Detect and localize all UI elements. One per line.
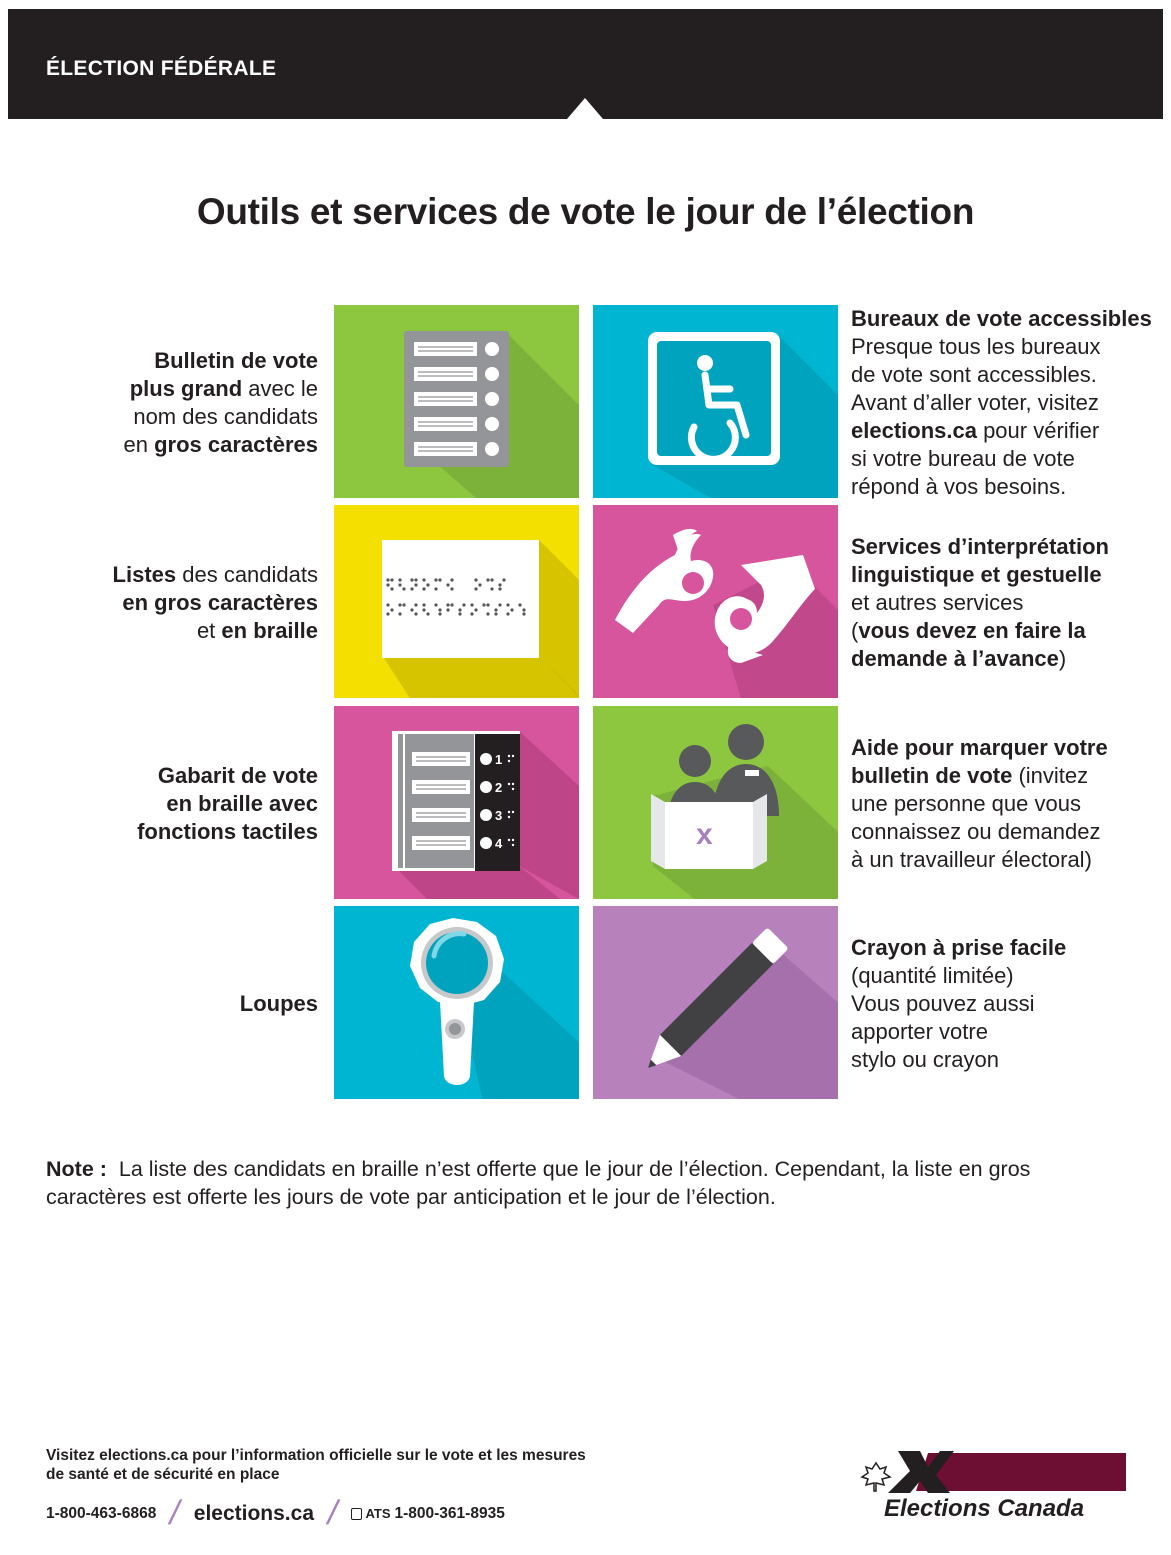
marking-assistance-line3: une personne que vous <box>851 791 1081 816</box>
voting-screen-people-icon <box>593 706 838 899</box>
pencil-icon <box>593 906 838 1099</box>
banner-label: ÉLECTION FÉDÉRALE <box>46 57 277 80</box>
interpretation-paren-close: ) <box>1058 646 1067 671</box>
pencil-text <box>851 934 1161 1074</box>
large-ballot-text <box>18 347 318 459</box>
large-ballot-tile <box>334 305 579 498</box>
pencil-line4: apporter votre <box>851 1019 988 1044</box>
elections-link-inline: elections.ca <box>851 418 977 443</box>
interpretation-title2: linguistique et gestuelle <box>851 562 1102 587</box>
braille-list-emph: en gros caractères <box>122 590 318 615</box>
braille-number-1: 1 <box>495 752 503 767</box>
braille-list-title: Listes <box>112 562 177 587</box>
marking-assistance-title2: bulletin de vote <box>851 763 1013 788</box>
large-ballot-emph: plus grand <box>129 376 243 401</box>
wheelchair-icon <box>593 305 838 498</box>
magnifier-title: Loupes <box>239 991 318 1016</box>
tty-number[interactable]: 1-800-361-8935 <box>394 1504 505 1522</box>
large-ballot-title: Bulletin de vote <box>154 348 318 373</box>
braille-template-line3: fonctions tactiles <box>137 819 318 844</box>
accessible-polling-text <box>851 305 1161 501</box>
banner-notch <box>567 98 603 119</box>
braille-list-tile <box>334 505 579 698</box>
pencil-line3: Vous pouvez aussi <box>851 991 1035 1016</box>
accessible-polling-title: Bureaux de vote accessibles <box>851 306 1152 331</box>
marking-assistance-text <box>851 734 1161 874</box>
sign-language-hands-icon <box>593 505 838 698</box>
interpretation-paren-open: ( <box>851 618 859 643</box>
elections-canada-logo <box>858 1443 1128 1523</box>
interpretation-emph1: vous devez en faire la <box>858 618 1086 643</box>
magnifier-tile <box>334 906 579 1099</box>
braille-list-line3: et <box>196 618 222 643</box>
note-label: Note : <box>46 1157 107 1181</box>
braille-number-3: 3 <box>495 808 503 823</box>
braille-card-icon <box>334 505 579 698</box>
braille-list-line1: des candidats <box>176 562 318 587</box>
ballot-icon <box>334 305 579 498</box>
tactile-template-icon <box>334 706 579 899</box>
interpretation-services-tile <box>593 505 838 698</box>
note-paragraph <box>46 1155 1136 1211</box>
accessible-polling-line4: pour vérifier <box>976 418 1100 443</box>
marking-assistance-line2: (invitez <box>1012 763 1089 788</box>
braille-number-2: 2 <box>495 780 503 795</box>
braille-template-tile <box>334 706 579 899</box>
footer-line2: de santé et de sécurité en place <box>46 1466 280 1483</box>
accessible-polling-line3: Avant d’aller voter, visitez <box>851 390 1099 415</box>
large-ballot-line2: avec le <box>242 376 318 401</box>
accessible-polling-tile <box>593 305 838 498</box>
braille-template-line2: en braille avec <box>166 791 318 816</box>
accessible-polling-line2: de vote sont accessibles. <box>851 362 1097 387</box>
note-text: La liste des candidats en braille n’est offerte que le jour de l’élection. Cependant, la liste en gros caractères est offerte les jours de vote par anticipation et le jour de l’élection. <box>46 1157 1031 1209</box>
interpretation-title1: Services d’interprétation <box>851 534 1109 559</box>
separator: / <box>166 1494 184 1532</box>
x-mark: x <box>696 818 713 851</box>
footer-info <box>46 1446 666 1484</box>
large-ballot-line4: en <box>123 432 155 457</box>
top-banner <box>8 9 1163 119</box>
braille-number-4: 4 <box>495 836 503 851</box>
logo-mark <box>858 1443 1128 1523</box>
marking-assistance-title1: Aide pour marquer votre <box>851 735 1108 760</box>
footer-contacts <box>46 1494 505 1533</box>
interpretation-text <box>851 533 1161 673</box>
magnifier-icon <box>334 906 579 1099</box>
tty-icon <box>351 1508 362 1520</box>
large-ballot-emph2: gros caractères <box>154 432 318 457</box>
interpretation-line3: et autres services <box>851 590 1024 615</box>
braille-list-emph2: en braille <box>221 618 318 643</box>
marking-assistance-line4: connaissez ou demandez <box>851 819 1101 844</box>
pencil-line2: (quantité limitée) <box>851 963 1014 988</box>
marking-assistance-tile <box>593 706 838 899</box>
accessible-polling-line1: Presque tous les bureaux <box>851 334 1101 359</box>
pencil-line5: stylo ou crayon <box>851 1047 999 1072</box>
pencil-title: Crayon à prise facile <box>851 935 1067 960</box>
website-link[interactable]: elections.ca <box>193 1501 314 1525</box>
accessible-polling-line6: répond à vos besoins. <box>851 474 1067 499</box>
marking-assistance-line5: à un travailleur électoral) <box>851 847 1092 872</box>
footer-line1: Visitez elections.ca pour l’information officielle sur le vote et les mesures <box>46 1447 586 1464</box>
interpretation-emph2: demande à l’avance <box>851 646 1059 671</box>
tty-label: ATS <box>365 1506 391 1521</box>
accessible-polling-line5: si votre bureau de vote <box>851 446 1075 471</box>
logo-text: Elections Canada <box>884 1495 1085 1522</box>
braille-template-line1: Gabarit de vote <box>157 763 318 788</box>
page-title: Outils et services de vote le jour de l’élection <box>196 191 975 232</box>
phone-number[interactable]: 1-800-463-6868 <box>46 1504 157 1522</box>
large-ballot-line3: nom des candidats <box>133 404 318 429</box>
magnifier-text <box>18 990 318 1018</box>
separator: / <box>324 1494 342 1532</box>
braille-list-text <box>18 561 318 645</box>
braille-template-text <box>18 762 318 846</box>
easy-grip-pencil-tile <box>593 906 838 1099</box>
